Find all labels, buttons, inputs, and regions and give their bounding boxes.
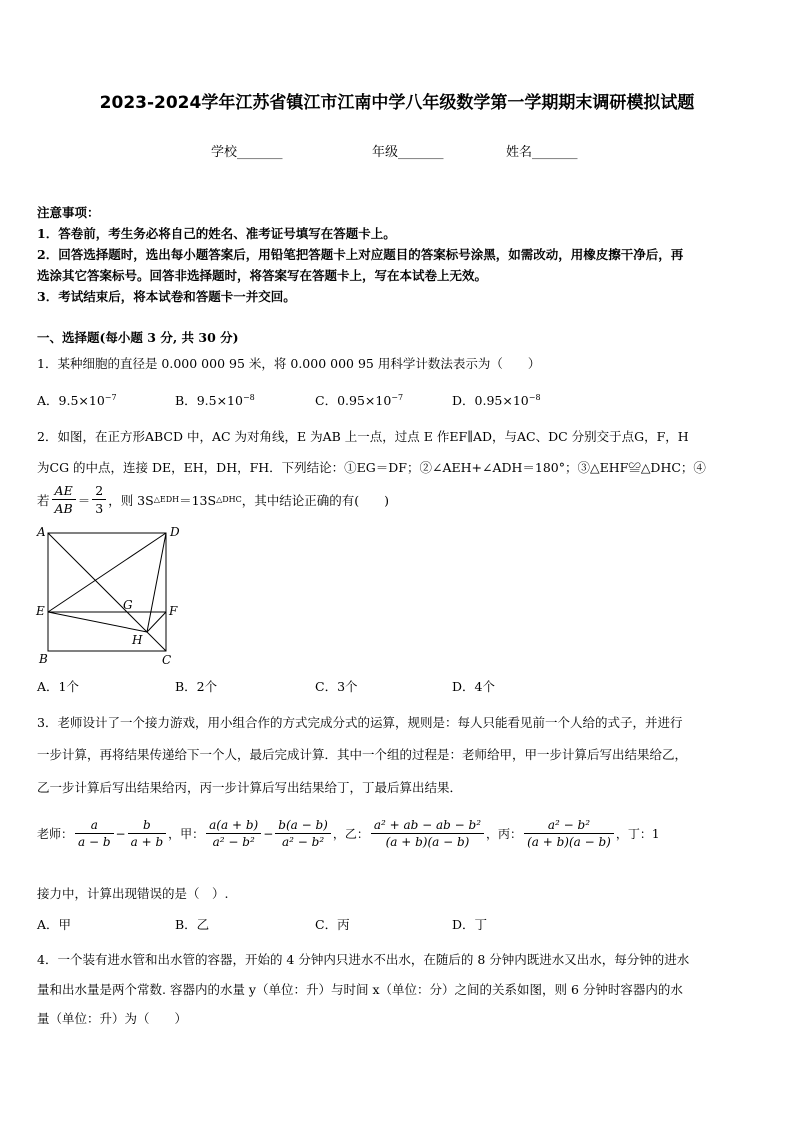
q3-line-1: 3．老师设计了一个接力游戏，用小组合作的方式完成分式的运算，规则是：每人只能看见前一个人给的式子，并进行: [37, 715, 683, 730]
diagonal-ac: [48, 533, 166, 651]
segment-eh: [48, 612, 147, 632]
label-d: D: [170, 525, 180, 539]
square-geometry-figure: [34, 524, 184, 670]
q3-line-2: 一步计算，再将结果传递给下一个人，最后完成计算．其中一个组的过程是：老师给甲，甲一步计算后写出结果给乙，: [37, 747, 688, 762]
q3-option-b[interactable]: B．乙: [175, 917, 210, 932]
fraction-ae-ab: $\frac{AE}{AB}$: [52, 483, 76, 516]
q2-line-1: 2．如图，在正方形ABCD 中，AC 为对角线，E 为AB 上一点，过点 E 作EF∥AD，与AC、DC 分别交于点G，F，H: [37, 429, 689, 444]
bing-frac: $\frac{\text{a² − b²}}{(a + b)(a - b)}$: [524, 818, 614, 849]
q3-line-3: 乙一步计算后写出结果给丙，丙一步计算后写出结果给丁，丁最后算出结果．: [37, 780, 463, 795]
teacher-frac-1: $\frac{a}{a - b}$: [75, 818, 114, 849]
note-item-2: 2．回答选择题时，选出每小题答案后，用铅笔把答题卡上对应题目的答案标号涂黑，如需改动，用橡皮擦干净后，再: [37, 247, 684, 262]
segment-de: [48, 533, 166, 612]
section-heading: 一、选择题(每小题 3 分, 共 30 分): [37, 330, 239, 345]
note-item-1: 1．答卷前，考生务必将自己的姓名、准考证号填写在答题卡上。: [37, 226, 396, 241]
q2-option-b[interactable]: B．2个: [175, 679, 218, 694]
school-field: 学校_______: [211, 145, 283, 160]
note-item-2-cont: 选涂其它答案标号。回答非选择题时，将答案写在答题卡上，写在本试卷上无效。: [37, 268, 488, 283]
q4-line-2: 量和出水量是两个常数. 容器内的水量 y（单位：升）与时间 x（单位：分）之间的关系如图，则 6 分钟时容器内的水: [37, 982, 683, 997]
jia-frac-2: $\frac{b(a - b)}{\text{a² − b²}}$: [275, 818, 331, 849]
yi-frac: $\frac{\text{a² + ab − ab − b²}}{(a + b)(a - b)}$: [371, 818, 484, 849]
q1-option-b[interactable]: B．$9.5\times 10^{-8}$: [175, 392, 255, 408]
q3-relay-expressions: 老师： $\frac{a}{a - b}$ − $\frac{b}{a + b}$ ，甲： $\frac{a(a + b)}{\text{a² − b²}}$ − $\frac{b(a - b)}{\text{a² − b²}}$ ，乙： $\frac{\text{a² + ab − ab − b²}}{(a + b)(a - b)}$ ，丙： $\frac{\text{a² − b²}}{(a + b)(a - b)}$ ，丁：1: [37, 818, 660, 849]
q2-line-2: 为CG 的中点，连接 DE，EH，DH，FH．下列结论：①EG＝DF；②∠AEH+∠ADH＝180°；③△EHF≌△DHC；④: [37, 460, 706, 475]
q2-option-d[interactable]: D．4个: [452, 679, 495, 694]
label-g: G: [123, 598, 133, 612]
label-b: B: [39, 652, 48, 666]
q3-question: 接力中，计算出现错误的是（ ）.: [37, 886, 229, 901]
note-item-3: 3．考试结束后，将本试卷和答题卡一并交回。: [37, 289, 296, 304]
q2-option-c[interactable]: C．3个: [315, 679, 358, 694]
q4-line-1: 4．一个装有进水管和出水管的容器，开始的 4 分钟内只进水不出水，在随后的 8 分钟内既进水又出水，每分钟的进水: [37, 952, 690, 967]
label-c: C: [162, 653, 172, 667]
label-h: H: [132, 633, 143, 647]
q4-line-3: 量（单位：升）为（ ）: [37, 1011, 188, 1026]
q2-option-a[interactable]: A．1个: [37, 679, 79, 694]
grade-field: 年级_______: [372, 145, 444, 160]
q1-option-d[interactable]: D．$0.95\times 10^{-8}$: [452, 392, 541, 408]
page-title: 2023-2024学年江苏省镇江市江南中学八年级数学第一学期期末调研模拟试题: [99, 93, 695, 113]
q1-option-c[interactable]: C．$0.95\times 10^{-7}$: [315, 392, 404, 408]
name-field: 姓名_______: [506, 145, 578, 160]
q2-line-3: 若 $\frac{AE}{AB}$ ＝ $\frac{2}{3}$ ，则 3S △EDH ＝13S △DHC ，其中结论正确的有( ): [37, 483, 390, 516]
q1-stem: 1．某种细胞的直径是 0.000 000 95 米，将 0.000 000 95 用科学计数法表示为（ ）: [37, 356, 541, 371]
fraction-two-thirds: $\frac{2}{3}$: [92, 483, 106, 516]
q3-option-d[interactable]: D．丁: [452, 917, 488, 932]
q3-option-a[interactable]: A．甲: [37, 917, 72, 932]
notes-heading: 注意事项：: [37, 205, 100, 220]
teacher-frac-2: $\frac{b}{a + b}$: [128, 818, 167, 849]
q3-option-c[interactable]: C．丙: [315, 917, 350, 932]
q1-option-a[interactable]: A．$9.5\times 10^{-7}$: [37, 392, 117, 408]
label-f: F: [169, 604, 178, 618]
jia-frac-1: $\frac{a(a + b)}{\text{a² − b²}}$: [206, 818, 261, 849]
label-a: A: [37, 525, 46, 539]
segment-dh: [147, 533, 166, 632]
label-e: E: [36, 604, 45, 618]
